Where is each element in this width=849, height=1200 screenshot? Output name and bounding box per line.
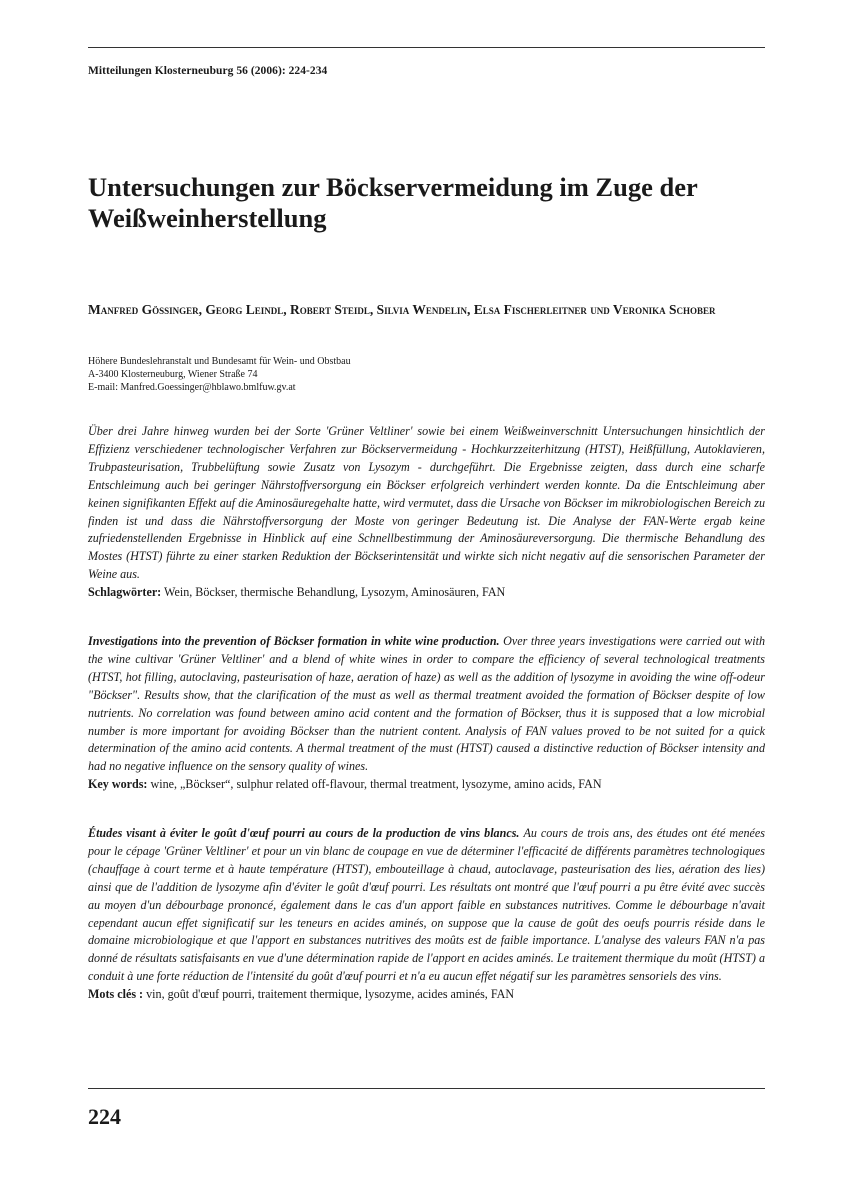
abstract-english [88,633,765,794]
journal-citation: Mitteilungen Klosterneuburg 56 (2006): 224-234 [88,65,328,77]
paper-title: Untersuchungen zur Böckservermeidung im Zuge der Weißweinherstellung [88,172,698,233]
keywords-english-label: Key words: [88,777,148,792]
keywords-german [88,584,765,602]
abstract-english-title: Investigations into the prevention of Böckser formation in white wine production. [88,634,500,648]
keywords-french [88,986,765,1004]
keywords-english-text: wine, „Böckser“, sulphur related off-flavour, thermal treatment, lysozyme, amino acids, FAN [150,777,602,792]
keywords-french-label: Mots clés : [88,987,144,1002]
keywords-german-text: Wein, Böckser, thermische Behandlung, Lysozym, Aminosäuren, FAN [164,585,506,600]
affiliation-institution: Höhere Bundeslehranstalt und Bundesamt für Wein- und Obstbau [88,356,351,367]
abstract-french-title: Études visant à éviter le goût d'œuf pourri au cours de la production de vins blancs. [88,826,520,840]
abstract-english-text: Over three years investigations were carried out with the wine cultivar 'Grüner Veltliner' and a blend of white wines in order to compare the efficiency of several technological treatments (HTST, hot filling, autoclaving, pasteurisation of haze, aeration of haze) as well as the addition of lysozyme in avoiding the wine off-odeur "Böckser". Results show, that the clarification of the must as well as thermal treatment avoided the formation of Böckser despite of low nutrients. No correlation was found between amino acid content and the formation of Böckser, thus it is supposed that a low microbial number is more important for avoiding Böckser than the nutrient content. Analysis of FAN values proved to be not suited for a quick determination of the amino acid contents. A thermal treatment of the must (HTST) caused a distinctive reduction of Böckser intensity and had no negative influence on the sensory quality of wines. [88,634,765,774]
keywords-german-label: Schlagwörter: [88,585,162,600]
footer-rule [88,1088,765,1089]
abstract-french [88,825,765,1004]
affiliation-email: E-mail: Manfred.Goessinger@hblawo.bmlfuw.gv.at [88,382,296,393]
abstract-german [88,423,765,602]
keywords-french-text: vin, goût d'œuf pourri, traitement thermique, lysozyme, acides aminés, FAN [146,987,515,1002]
affiliation-block [88,355,688,394]
affiliation-address: A-3400 Klosterneuburg, Wiener Straße 74 [88,369,258,380]
abstract-german-text: Über drei Jahre hinweg wurden bei der Sorte 'Grüner Veltliner' sowie bei einem Weißweinverschnitt Untersuchungen hinsichtlich der Effizienz verschiedener technologischer Verfahren zur Böckservermeidung - Hochkurzzeiterhitzung (HTST), Heißfüllung, Autoklavieren, Trubpasteurisation, Trubbelüftung sowie Zusatz von Lysozym - durchgeführt. Die Ergebnisse zeigten, dass durch eine scharfe Entschleimung auch bei geringer Nährstoffversorgung ein Böckser erfolgreich verhindert werden konnte. Da die Entschleimung aber keinen signifikanten Effekt auf die Aminosäuregehalte hatte, wird vermutet, dass die Ursache von Böckser im mikrobiologischen Bereich zu finden ist und dass die Nährstoffversorgung der Moste von geringer Bedeutung ist. Die Analyse der FAN-Werte ergab keine zufriedenstellenden Ergebnisse in Hinblick auf eine Schnellbestimmung der Aminosäureversorgung. Die thermische Behandlung des Mostes (HTST) führte zu einer starken Reduktion der Böckserintensität und wirkte sich nicht negativ auf die sensorischen Parameter der Weine aus. [88,424,765,582]
keywords-english [88,776,765,794]
author-list: Manfred Gössinger, Georg Leindl, Robert Steidl, Silvia Wendelin, Elsa Fischerleitner und Veronika Schober [88,302,716,317]
page-number: 224 [88,1104,121,1129]
header-rule [88,47,765,48]
abstract-french-text: Au cours de trois ans, des études ont été menées pour le cépage 'Grüner Veltliner' et pour un vin blanc de coupage en vue de déterminer l'efficacité de différents paramètres technologiques (chauffage à court terme et à haute température (HTST), embouteillage à chaud, autoclavage, pasteurisation des lies, aération des lies) ainsi que de l'addition de lysozyme afin d'éviter le goût d'œuf pourri. Les résultats ont montré que l'œuf pourri a pu être évité avec succès au moyen d'un débourbage prononcé, également dans le cas d'un apport faible en substances nutritives. Comme le débourbage n'avait cependant aucun effet significatif sur les teneurs en acides aminés, on suppose que la cause de goût des oeufs pourris réside dans le domaine microbiologique et que l'apport en substances nutritives des moûts est de faible importance. L'analyse des valeurs FAN n'a pas donné de résultats satisfaisants en vue d'une détermination rapide de l'apport en acides aminés. Le traitement thermique du moût (HTST) a conduit à une forte réduction de l'intensité du goût d'œuf pourri et n'a eu aucun effet négatif sur les paramètres sensoriels des vins. [88,826,765,984]
